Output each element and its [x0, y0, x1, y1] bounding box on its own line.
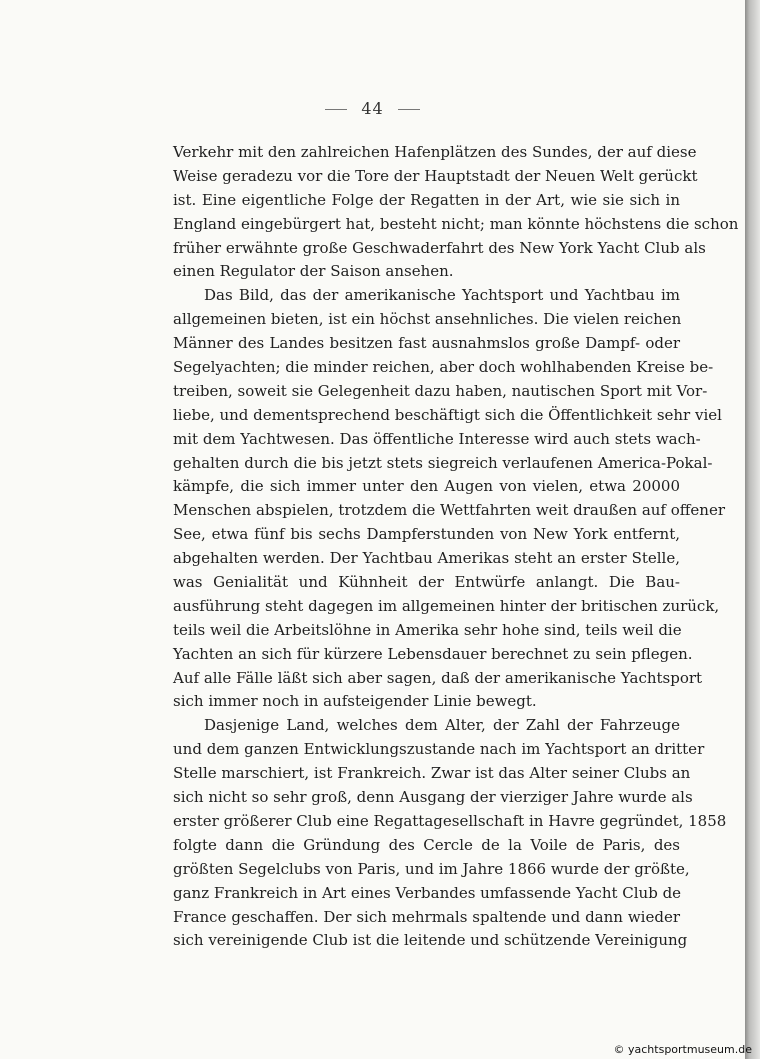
scan-page-edge — [745, 0, 760, 1059]
text-line: ausführung steht dagegen im allgemeinen hinter der britischen zurück, — [173, 596, 720, 615]
text-line: einen Regulator der Saison ansehen. — [173, 262, 454, 281]
page-number: 44 — [361, 99, 384, 118]
left-dash — [325, 109, 347, 110]
text-line: mit dem Yachtwesen. Das öffentliche Interesse wird auch stets wach- — [173, 429, 701, 448]
text-line: folgte dann die Gründung des Cercle de la Voile de Paris, des — [173, 835, 680, 854]
text-line: France geschaffen. Der sich mehrmals spaltende und dann wieder — [173, 907, 680, 926]
text-line: erster größerer Club eine Regattagesellschaft in Havre gegründet, 1858 — [173, 811, 727, 830]
text-line: Männer des Landes besitzen fast ausnahmslos große Dampf- oder — [173, 334, 680, 353]
text-line: Stelle marschiert, ist Frankreich. Zwar ist das Alter seiner Clubs an — [173, 764, 691, 783]
text-line: teils weil die Arbeitslöhne in Amerika sehr hohe sind, teils weil die — [173, 620, 682, 639]
text-line: Das Bild, das der amerikanische Yachtsport und Yachtbau im — [204, 286, 680, 305]
text-line: Auf alle Fälle läßt sich aber sagen, daß der amerikanische Yachtsport — [173, 668, 703, 687]
text-line: abgehalten werden. Der Yachtbau Amerikas steht an erster Stelle, — [173, 549, 680, 568]
text-line: ist. Eine eigentliche Folge der Regatten in der Art, wie sie sich in — [173, 190, 680, 209]
text-line: größten Segelclubs von Paris, und im Jahre 1866 wurde der größte, — [173, 859, 690, 878]
page-number-header — [0, 99, 745, 118]
body-text — [173, 141, 739, 953]
text-line: See, etwa fünf bis sechs Dampferstunden von New York entfernt, — [173, 525, 680, 544]
text-line: treiben, soweit sie Gelegenheit dazu haben, nautischen Sport mit Vor- — [173, 381, 708, 400]
text-line: Segelyachten; die minder reichen, aber doch wohlhabenden Kreise be- — [173, 358, 714, 377]
text-line: Dasjenige Land, welches dem Alter, der Zahl der Fahrzeuge — [204, 716, 680, 735]
text-line: Yachten an sich für kürzere Lebensdauer berechnet zu sein pflegen. — [173, 644, 693, 663]
right-dash — [398, 109, 420, 110]
text-line: England eingebürgert hat, besteht nicht; man könnte höchstens die schon — [173, 214, 739, 233]
text-line: sich immer noch in aufsteigender Linie bewegt. — [173, 692, 537, 711]
text-line: Weise geradezu vor die Tore der Hauptstadt der Neuen Welt gerückt — [173, 166, 698, 185]
watermark: © yachtsportmuseum.de — [613, 1043, 752, 1056]
text-line: sich vereinigende Club ist die leitende und schützende Vereinigung — [173, 931, 688, 950]
text-line: was Genialität und Kühnheit der Entwürfe anlangt. Die Bau- — [173, 573, 680, 592]
text-line: sich nicht so sehr groß, denn Ausgang der vierziger Jahre wurde als — [173, 788, 693, 807]
text-line: allgemeinen bieten, ist ein höchst ansehnliches. Die vielen reichen — [173, 310, 682, 329]
text-line: Verkehr mit den zahlreichen Hafenplätzen des Sundes, der auf diese — [173, 143, 697, 161]
text-line: kämpfe, die sich immer unter den Augen von vielen, etwa 20000 — [173, 477, 680, 496]
text-line: liebe, und dementsprechend beschäftigt sich die Öffentlichkeit sehr viel — [173, 405, 722, 424]
text-line: Menschen abspielen, trotzdem die Wettfahrten weit draußen auf offener — [173, 501, 726, 520]
text-line: gehalten durch die bis jetzt stets siegreich verlaufenen America-Pokal- — [173, 453, 713, 472]
text-line: ganz Frankreich in Art eines Verbandes umfassende Yacht Club de — [173, 883, 682, 902]
text-line: früher erwähnte große Geschwaderfahrt des New York Yacht Club als — [173, 238, 706, 257]
text-line: und dem ganzen Entwicklungszustande nach im Yachtsport an dritter — [173, 740, 705, 759]
